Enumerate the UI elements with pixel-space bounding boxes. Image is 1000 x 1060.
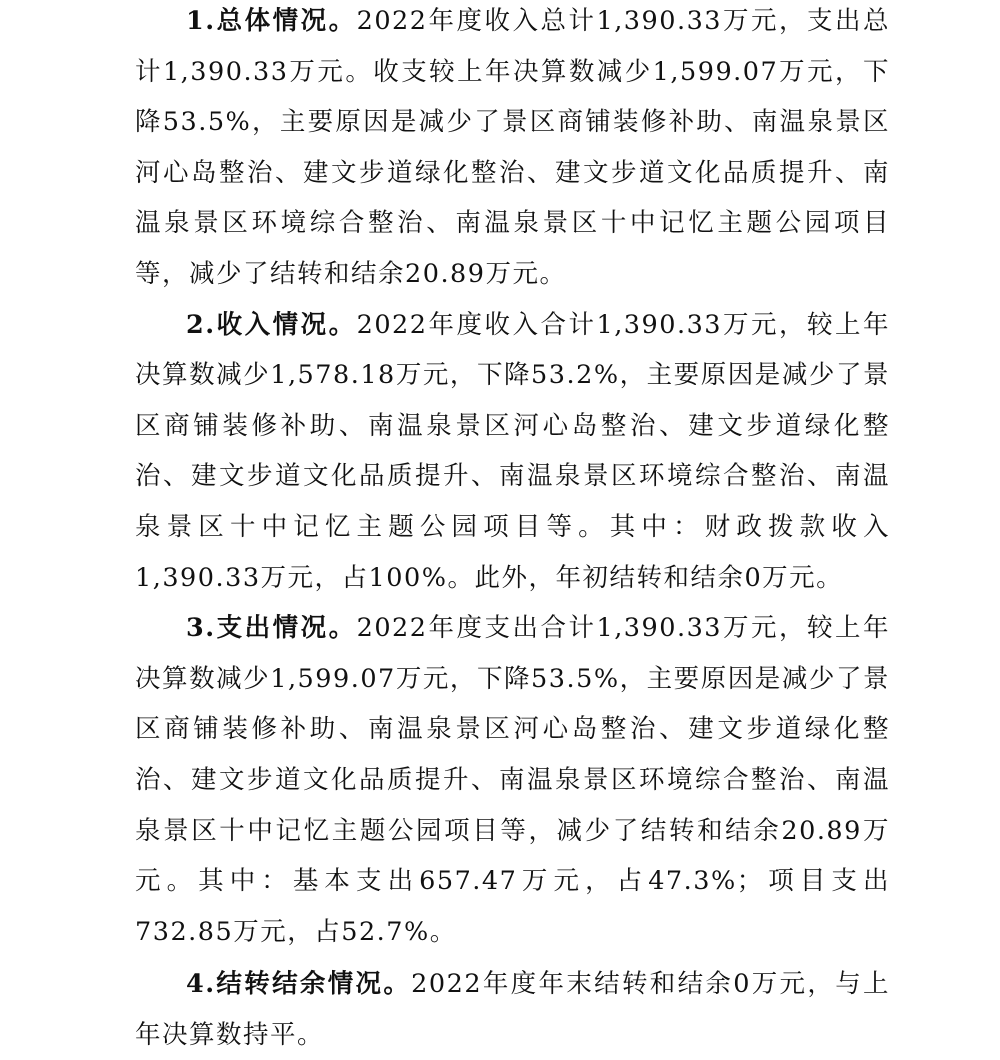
section-heading: 2.收入情况。 — [186, 309, 357, 340]
section-income — [135, 300, 890, 604]
section-text: 2022年度收入总计1,390.33万元，支出总计1,390.33万元。收支较上年决算数减少1,599.07万元，下降53.5%，主要原因是减少了景区商铺装修补助、南温泉景区河心岛整治、建文步道绿化整治、建文步道文化品质提升、南温泉景区环境综合整治、南温泉景区十中记忆主题公园项目等，减少了结转和结余20.89万元。 — [135, 6, 891, 289]
document-body — [135, 0, 890, 1060]
section-text: 2022年度年末结转和结余0万元，与上年决算数持平。 — [135, 969, 891, 1050]
section-heading: 3.支出情况。 — [186, 613, 357, 644]
section-heading: 4.结转结余情况。 — [186, 969, 412, 1000]
section-heading: 1.总体情况。 — [186, 6, 357, 36]
section-text: 2022年度收入合计1,390.33万元，较上年决算数减少1,578.18万元，下降53.2%，主要原因是减少了景区商铺装修补助、南温泉景区河心岛整治、建文步道绿化整治、建文步道文化品质提升、南温泉景区环境综合整治、南温泉景区十中记忆主题公园项目等。其中：财政拨款收入1,390.33万元，占100%。此外，年初结转和结余0万元。 — [135, 309, 891, 593]
section-expenditure — [135, 603, 890, 957]
section-overall — [135, 0, 890, 300]
section-carryover — [135, 959, 890, 1060]
section-text: 2022年度支出合计1,390.33万元，较上年决算数减少1,599.07万元，下降53.5%，主要原因是减少了景区商铺装修补助、南温泉景区河心岛整治、建文步道绿化整治、建文步道文化品质提升、南温泉景区环境综合整治、南温泉景区十中记忆主题公园项目等，减少了结转和结余20.89万元。其中：基本支出657.47万元，占47.3%；项目支出732.85万元，占52.7%。 — [135, 613, 891, 947]
